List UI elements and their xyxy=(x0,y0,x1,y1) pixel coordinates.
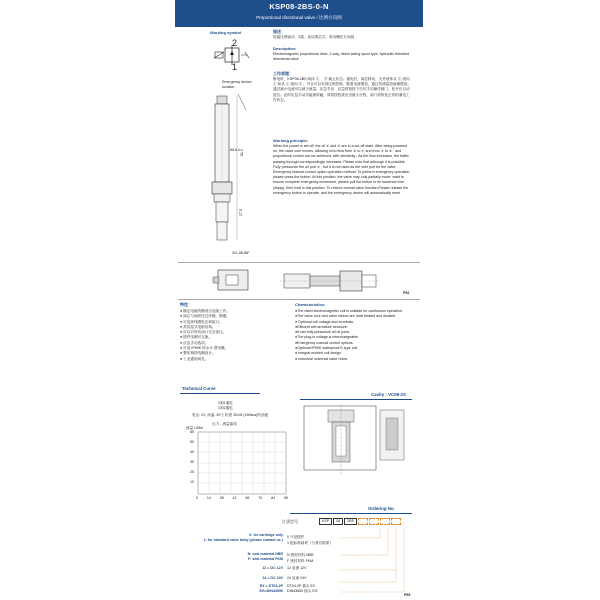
list-item: ●It can fully pressurize all oil ports. xyxy=(295,330,351,335)
curve-note: 电压: 2V, 油温: 49℃ 粘度 32cSt (150sus)的油液 xyxy=(192,413,269,417)
code-box: 08 xyxy=(333,518,343,525)
order-row-2-cn1: 12 直流 12V xyxy=(287,566,307,570)
characteristics-cn-list xyxy=(180,309,268,362)
divider xyxy=(178,299,420,300)
list-item: ●The rated electromagnetic coil is suitable for continuous operation. xyxy=(295,309,403,313)
valve-side-drawing xyxy=(205,96,255,256)
order-row-1-cn2: F 密封材料 FKM xyxy=(287,559,314,563)
order-row-2-en: 12 = DC 12V xyxy=(262,566,283,570)
list-item: ● 阀芯与阀套经过淬硬，精磨。 xyxy=(180,314,230,319)
order-row-3-cn1: 24 直流 24V xyxy=(287,576,307,580)
page-header xyxy=(175,0,423,27)
order-option-en: 0: for cartridge only 1: for standard valve body (please contact us ) xyxy=(203,533,283,543)
list-item: ● 插件线圈可互换。 xyxy=(180,335,212,340)
description-en-text: Electromagnetic proportional drive, 2-way, direct acting spool type, hydraulic threaded directional valve xyxy=(273,52,410,62)
principle-cn-text: 断电时，KSP08-2BS 阀体 ① 、② 截止状态；通电后，阀芯移动，允许液体从 ② 流向 ① 和从 ① 流向 ② ，并且可以实现比例控制，随着电流增加，通过的流量将逐渐增加。通过减小电流可以减少流量。应急手动：应急按钮按下后可手动操作阀门，松开后自动复位。此时应急手动功能被屏蔽，请将按钮拔出至最大行程，阀门将恢复正常的通电工作状态。 xyxy=(273,77,411,102)
y-tick: 10 xyxy=(190,480,194,484)
x-tick: 28 xyxy=(219,496,224,500)
y-tick: 30 xyxy=(190,460,194,464)
x-tick: 70 xyxy=(258,496,263,500)
model-title: KSP08-2BS-0-N xyxy=(269,2,329,11)
x-tick: 42 xyxy=(232,496,237,500)
list-item: ●The plug-in voltage is interchangeable. xyxy=(295,335,359,340)
list-item: ● 整体铸铁线圈设计。 xyxy=(180,351,216,356)
model-subtitle: Proportional directional valve / 比例方向阀 xyxy=(256,15,342,20)
code-box: KSP xyxy=(319,518,332,525)
dim-d1: Ø15.4 xyxy=(230,148,240,152)
order-row-4-cn2: DIN43650 插头 EG xyxy=(287,589,318,593)
order-row-1-cn1: N 密封材料 NBR xyxy=(287,553,314,557)
x-tick: 98 xyxy=(283,496,288,500)
x-tick: 0 xyxy=(196,496,198,500)
title-underline xyxy=(290,513,412,514)
title-underline xyxy=(300,399,412,400)
x-tick: 56 xyxy=(245,496,250,500)
list-item: ● Optional coil voltage and terminals. xyxy=(295,319,355,324)
page-number-1: P92 xyxy=(403,291,410,295)
order-row-0-en xyxy=(195,533,283,543)
code-box: 2BS xyxy=(344,518,357,525)
order-row-3-en: 24 = DC 24V xyxy=(262,576,283,580)
y-tick: 40 xyxy=(190,450,194,454)
curve-ylabel: 流量 L/Min xyxy=(186,426,203,430)
list-item: ● 可选 IP69K 防水 E 型线圈。 xyxy=(180,346,229,351)
cavity-drawing xyxy=(300,404,410,476)
curve-xlabel: 压力 - 流量曲线 xyxy=(212,422,237,426)
list-item: ● 工业通用阀孔。 xyxy=(180,356,209,361)
characteristics-en-list xyxy=(295,309,413,362)
code-box xyxy=(369,518,379,525)
list-item: ● 应急手动选项。 xyxy=(180,340,209,345)
flow-curve-grid xyxy=(198,432,290,500)
valve-symbol-icon xyxy=(213,47,253,65)
port-1-label: 1 xyxy=(232,62,238,72)
y-tick: 20 xyxy=(190,470,194,474)
list-item: ● 可以对所有油口完全加压。 xyxy=(180,330,227,335)
list-item: ●Optional IP69K waterproof E-type coil. xyxy=(295,346,359,351)
order-option-en: EX = DT04-2P EG=DIN43650 xyxy=(259,584,283,594)
page-number-2: P93 xyxy=(404,593,411,597)
order-row-1-en xyxy=(195,552,283,562)
y-tick: 50 xyxy=(190,440,194,444)
port-2-label: 2 xyxy=(232,38,238,48)
curve-legend-2: 1到2通电 xyxy=(218,406,233,410)
principle-en-text: When the power is set off, the oil ① and ② are in a cut-off state. After being powered on, the valve core moves, allowing oil to flow from ② to ① and from ① to ② , and proportional control can be achieved, with electricity ; As the flow increases, the traffic passing through correspondingly increases. Please note that although it is possible. Fully pressurize the oil port ① , but it is not used as the inlet port for the valve. Emergency manual control option operation method: To perform emergency operation, please press the button. At this position, the valve may only partially move. want to ensure complete emergency movement, please pull the button to its maximum line (Away), then hold in this position. To restore normal valve function,Please release the emergency button to operate, and the emergency device will automatically reset. xyxy=(273,144,411,195)
divider xyxy=(178,262,420,263)
principle-cn-title: 工作原理： xyxy=(273,71,293,76)
code-box xyxy=(358,518,368,525)
characteristics-en-title: Characteristics: xyxy=(295,302,326,307)
order-row-0-cn2: 1 配标准阀块（与我们联系） xyxy=(287,541,334,545)
list-item: ● 额定电磁线圈适合连续工作。 xyxy=(180,309,230,313)
order-row-4-cn1: DT04-2P 插头 EX xyxy=(287,584,316,588)
code-box xyxy=(391,518,401,525)
x-tick: 84 xyxy=(271,496,276,500)
list-item: ●Efficient wet armature structure. xyxy=(295,324,348,329)
ordering-title: Ordering No. xyxy=(368,506,395,511)
principle-en-title: Working principle: xyxy=(273,138,309,143)
order-code-boxes xyxy=(319,518,401,525)
order-code-label: 订货型号 xyxy=(282,519,298,524)
order-row-0-cn1: 0 只是插件 xyxy=(287,535,305,539)
description-cn-title: 描述： xyxy=(273,29,285,34)
dim-thread: 3/4-16UNF xyxy=(232,251,250,255)
curve-y-ticks xyxy=(190,430,197,490)
order-option-en: N: seal material NBR F: seal material FKM xyxy=(247,552,283,562)
dim-d2: 81.2 xyxy=(239,149,244,157)
x-tick: 14 xyxy=(206,496,211,500)
list-item: ●Emergency manual control options. xyxy=(295,340,354,345)
valve-section-drawings xyxy=(212,266,402,296)
list-item: ● Industrial universal valve holes. xyxy=(295,356,349,361)
description-cn-text: 电磁比例驱动、2通、直动滑芯式、常闭螺纹方向阀 xyxy=(273,35,355,39)
y-tick: 60 xyxy=(190,430,194,434)
title-underline xyxy=(180,393,260,394)
list-item: ●The valve core and valve sleeve are hard treated and durable. xyxy=(295,314,397,319)
working-symbol-label: Working symbol xyxy=(210,30,242,35)
dim-d3: 27.5 xyxy=(238,209,243,217)
curve-legend-1: 2到1通电 xyxy=(218,401,233,405)
description-en-title: Description: xyxy=(273,46,297,51)
list-item: ● 可选择线圈电压和接口。 xyxy=(180,319,223,324)
technical-curve-title: Technical Curve xyxy=(182,386,216,391)
emergency-device-label: Emergency device location xyxy=(222,80,252,90)
order-leader-lines xyxy=(340,528,412,598)
code-box xyxy=(380,518,390,525)
order-row-4-en xyxy=(195,584,283,594)
cavity-title: Cavity : VC08-2S xyxy=(371,392,406,397)
curve-x-ticks xyxy=(196,496,288,501)
characteristics-cn-title: 特性： xyxy=(180,302,192,307)
list-item: ● Integral molded coil design. xyxy=(295,351,342,356)
list-item: ● 高效湿式电枢结构。 xyxy=(180,324,216,329)
